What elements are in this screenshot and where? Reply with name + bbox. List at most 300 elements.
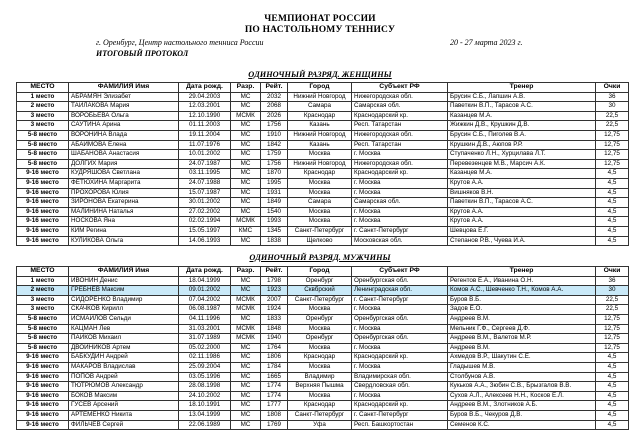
points-cell: 4,5 (596, 226, 629, 236)
rank-cell: МС (231, 410, 261, 420)
rating-cell: 1940 (261, 334, 288, 344)
name-cell: АБРАМЯН Элизабет (69, 92, 179, 102)
rating-cell: 1833 (261, 314, 288, 324)
name-cell: СКАЧКОВ Кирилл (69, 305, 179, 315)
points-cell: 36 (596, 276, 629, 286)
points-cell: 4,5 (596, 169, 629, 179)
birthdate-cell: 07.04.2002 (179, 295, 231, 305)
region-cell: Свердловская обл. (352, 382, 448, 392)
points-cell: 30 (596, 102, 629, 112)
coach-cell: Андреев В.М., Валетов М.Р. (448, 334, 596, 344)
city-cell: Оренбург (288, 276, 352, 286)
rating-cell: 1764 (261, 343, 288, 353)
rank-cell: МС (231, 92, 261, 102)
region-cell: Респ. Башкортостан (352, 420, 448, 430)
table-row (17, 420, 629, 430)
coach-cell: Ступаченко Л.Н., Хурцилава Л.Т. (448, 150, 596, 160)
women-results-table (16, 82, 629, 246)
rating-cell: 1993 (261, 217, 288, 227)
coach-cell: Столбунов А.В. (448, 372, 596, 382)
table-row (17, 334, 629, 344)
column-header: ФАМИЛИЯ Имя (69, 83, 179, 93)
rating-cell: 2007 (261, 295, 288, 305)
city-cell: Самара (288, 198, 352, 208)
name-cell: ДВОЙНИКОВ Артем (69, 343, 179, 353)
table-row (17, 362, 629, 372)
rating-cell: 1842 (261, 140, 288, 150)
column-header: Субъект РФ (352, 267, 448, 277)
table-row (17, 286, 629, 296)
column-header: Рейт. (261, 267, 288, 277)
column-header: Рейт. (261, 83, 288, 93)
coach-cell: Крутов А.А. (448, 178, 596, 188)
place-cell: 5-8 место (17, 130, 69, 140)
rating-cell: 1769 (261, 420, 288, 430)
region-cell: Респ. Татарстан (352, 140, 448, 150)
name-cell: ТАЙЛАКОВА Мария (69, 102, 179, 112)
name-cell: ПРОХОРОВА Юлия (69, 188, 179, 198)
city-cell: Москва (288, 207, 352, 217)
rating-cell: 1784 (261, 362, 288, 372)
city-cell: Сквбрский (288, 286, 352, 296)
table-row (17, 305, 629, 315)
birthdate-cell: 30.01.2002 (179, 198, 231, 208)
table-header-row (17, 83, 629, 93)
birthdate-cell: 02.02.1994 (179, 217, 231, 227)
rating-cell: 1923 (261, 286, 288, 296)
place-cell: 5-8 место (17, 159, 69, 169)
rank-cell: МС (231, 314, 261, 324)
region-cell: г. Москва (352, 188, 448, 198)
rank-cell: МС (231, 121, 261, 131)
city-cell: Краснодар (288, 353, 352, 363)
table-header-row (17, 267, 629, 277)
name-cell: ТЮТРЮМОВ Александр (69, 382, 179, 392)
city-cell: Краснодар (288, 169, 352, 179)
table-row (17, 198, 629, 208)
name-cell: АБАИМОВА Елена (69, 140, 179, 150)
rank-cell: МС (231, 207, 261, 217)
column-header: Разр. (231, 83, 261, 93)
points-cell: 22,5 (596, 111, 629, 121)
rank-cell: МС (231, 159, 261, 169)
table-row (17, 207, 629, 217)
rank-cell: МС (231, 276, 261, 286)
place-cell: 9-16 место (17, 207, 69, 217)
birthdate-cell: 12.10.1990 (179, 111, 231, 121)
city-cell: Щелково (288, 236, 352, 246)
coach-cell: Вишняков В.Н. (448, 188, 596, 198)
city-cell: Оренбург (288, 314, 352, 324)
coach-cell: Паветкин В.П., Тарасов А.С. (448, 102, 596, 112)
city-cell: Краснодар (288, 401, 352, 411)
table-row (17, 226, 629, 236)
city-cell: Казань (288, 121, 352, 131)
name-cell: МАКАРОВ Владислав (69, 362, 179, 372)
championship-subtitle: ПО НАСТОЛЬНОМУ ТЕННИСУ (244, 25, 396, 35)
rating-cell: 1806 (261, 353, 288, 363)
points-cell: 4,5 (596, 236, 629, 246)
city-cell: Москва (288, 178, 352, 188)
table-row (17, 295, 629, 305)
table-row (17, 130, 629, 140)
place-cell: 9-16 место (17, 198, 69, 208)
city-cell: Нижний Новгород (288, 159, 352, 169)
place-cell: 9-16 место (17, 420, 69, 430)
place-cell: 9-16 место (17, 169, 69, 179)
column-header: Очки (596, 83, 629, 93)
rating-cell: 1848 (261, 324, 288, 334)
place-cell: 2 место (17, 286, 69, 296)
rating-cell: 1995 (261, 178, 288, 188)
birthdate-cell: 13.04.1999 (179, 410, 231, 420)
birthdate-cell: 09.01.2002 (179, 286, 231, 296)
city-cell: Казань (288, 140, 352, 150)
name-cell: ПАЙКОВ Михаил (69, 334, 179, 344)
rating-cell: 1774 (261, 382, 288, 392)
birthdate-cell: 27.02.2002 (179, 207, 231, 217)
region-cell: Самарская обл. (352, 102, 448, 112)
venue-location: г. Оренбург, Центр настольного тенниса России (96, 38, 264, 47)
city-cell: Москва (288, 305, 352, 315)
rank-cell: МС (231, 102, 261, 112)
place-cell: 9-16 место (17, 410, 69, 420)
region-cell: г. Москва (352, 324, 448, 334)
region-cell: г. Москва (352, 217, 448, 227)
rank-cell: МСМК (231, 217, 261, 227)
coach-cell: Степанов Р.В., Чуева И.А. (448, 236, 596, 246)
rating-cell: 1924 (261, 305, 288, 315)
region-cell: Краснодарский кр. (352, 353, 448, 363)
rank-cell: МСМК (231, 111, 261, 121)
protocol-title: ИТОГОВЫЙ ПРОТОКОЛ (96, 49, 189, 58)
rank-cell: МСМК (231, 324, 261, 334)
coach-cell: Кукьков А.А., Зюбин С.В., Брызгалов В.В. (448, 382, 596, 392)
place-cell: 5-8 место (17, 334, 69, 344)
rank-cell: МС (231, 140, 261, 150)
city-cell: Москва (288, 217, 352, 227)
region-cell: Нижегородская обл. (352, 130, 448, 140)
birthdate-cell: 03.11.1995 (179, 169, 231, 179)
coach-cell: Андреев В.М. (448, 343, 596, 353)
place-cell: 9-16 место (17, 353, 69, 363)
region-cell: г. Санкт-Петербург (352, 410, 448, 420)
place-cell: 3 место (17, 111, 69, 121)
birthdate-cell: 22.06.1989 (179, 420, 231, 430)
table-row (17, 314, 629, 324)
rating-cell: 1838 (261, 236, 288, 246)
place-cell: 9-16 место (17, 236, 69, 246)
place-cell: 9-16 место (17, 372, 69, 382)
table-row (17, 391, 629, 401)
place-cell: 5-8 место (17, 314, 69, 324)
table-row (17, 324, 629, 334)
name-cell: АРТЕМЕНКО Никита (69, 410, 179, 420)
region-cell: г. Санкт-Петербург (352, 295, 448, 305)
column-header: Очки (596, 267, 629, 277)
coach-cell: Ахмедов В.Р., Шакутин С.Е. (448, 353, 596, 363)
rating-cell: 1808 (261, 410, 288, 420)
city-cell: Нижний Новгород (288, 130, 352, 140)
points-cell: 4,5 (596, 353, 629, 363)
region-cell: г. Москва (352, 207, 448, 217)
city-cell: Нижний Новгород (288, 92, 352, 102)
region-cell: Краснодарский кр. (352, 401, 448, 411)
birthdate-cell: 24.07.1988 (179, 178, 231, 188)
table-row (17, 410, 629, 420)
column-header: МЕСТО (17, 267, 69, 277)
rank-cell: МСМК (231, 334, 261, 344)
region-cell: г. Москва (352, 391, 448, 401)
rank-cell: МС (231, 150, 261, 160)
name-cell: БАБКУДИН Андрей (69, 353, 179, 363)
birthdate-cell: 18.04.1999 (179, 276, 231, 286)
points-cell: 4,5 (596, 372, 629, 382)
points-cell: 4,5 (596, 188, 629, 198)
rank-cell: МС (231, 362, 261, 372)
birthdate-cell: 05.02.2000 (179, 343, 231, 353)
column-header: МЕСТО (17, 83, 69, 93)
region-cell: Самарская обл. (352, 198, 448, 208)
city-cell: Москва (288, 391, 352, 401)
coach-cell: Гладышев М.В. (448, 362, 596, 372)
rating-cell: 1777 (261, 401, 288, 411)
column-header: ФАМИЛИЯ Имя (69, 267, 179, 277)
region-cell: Московская обл. (352, 236, 448, 246)
birthdate-cell: 01.11.2003 (179, 121, 231, 131)
place-cell: 5-8 место (17, 343, 69, 353)
name-cell: ИВОНИН Денис (69, 276, 179, 286)
birthdate-cell: 15.05.1997 (179, 226, 231, 236)
points-cell: 4,5 (596, 382, 629, 392)
points-cell: 4,5 (596, 178, 629, 188)
birthdate-cell: 29.04.2003 (179, 92, 231, 102)
points-cell: 4,5 (596, 198, 629, 208)
table-row (17, 236, 629, 246)
women-section-title: ОДИНОЧНЫЙ РАЗРЯД. ЖЕНЩИНЫ (248, 70, 392, 79)
birthdate-cell: 12.03.2001 (179, 102, 231, 112)
name-cell: ДОЛГИХ Мария (69, 159, 179, 169)
championship-title: ЧЕМПИОНАТ РОССИИ (264, 14, 376, 24)
table-row (17, 188, 629, 198)
region-cell: Оренбургская обл. (352, 334, 448, 344)
rating-cell: 1910 (261, 130, 288, 140)
place-cell: 5-8 место (17, 150, 69, 160)
birthdate-cell: 06.08.1987 (179, 305, 231, 315)
coach-cell: Сухов А.Л., Алексеев Н.Н., Косков Е.Л. (448, 391, 596, 401)
points-cell: 4,5 (596, 410, 629, 420)
coach-cell: Буров В.Б. (448, 295, 596, 305)
points-cell: 12,75 (596, 150, 629, 160)
column-header: Дата рожд. (179, 83, 231, 93)
region-cell: Нижегородская обл. (352, 92, 448, 102)
table-row (17, 382, 629, 392)
table-row (17, 121, 629, 131)
city-cell: Уфа (288, 420, 352, 430)
place-cell: 9-16 место (17, 217, 69, 227)
birthdate-cell: 24.10.2002 (179, 391, 231, 401)
points-cell: 12,75 (596, 140, 629, 150)
city-cell: Москва (288, 324, 352, 334)
birthdate-cell: 19.11.2004 (179, 130, 231, 140)
place-cell: 3 место (17, 121, 69, 131)
rank-cell: МСМК (231, 295, 261, 305)
points-cell: 22,5 (596, 305, 629, 315)
table-row (17, 343, 629, 353)
name-cell: БОКОВ Максим (69, 391, 179, 401)
rating-cell: 1931 (261, 188, 288, 198)
place-cell: 5-8 место (17, 324, 69, 334)
rating-cell: 1849 (261, 198, 288, 208)
column-header: Город (288, 267, 352, 277)
points-cell: 12,75 (596, 159, 629, 169)
rating-cell: 1540 (261, 207, 288, 217)
region-cell: Респ. Татарстан (352, 121, 448, 131)
region-cell: г. Москва (352, 178, 448, 188)
rating-cell: 2032 (261, 92, 288, 102)
column-header: Тренер (448, 83, 596, 93)
coach-cell: Задов Е.О. (448, 305, 596, 315)
men-section-title: ОДИНОЧНЫЙ РАЗРЯД. МУЖЧИНЫ (249, 253, 391, 262)
rank-cell: МС (231, 198, 261, 208)
name-cell: САУТИНА Арина (69, 121, 179, 131)
rank-cell: МС (231, 188, 261, 198)
rating-cell: 1665 (261, 372, 288, 382)
coach-cell: Паветкин В.П., Тарасов А.С. (448, 198, 596, 208)
table-row (17, 169, 629, 179)
rank-cell: МС (231, 382, 261, 392)
coach-cell: Жижкин Д.В., Крушкин Д.В. (448, 121, 596, 131)
place-cell: 5-8 место (17, 140, 69, 150)
name-cell: КУЛИКОВА Ольга (69, 236, 179, 246)
table-row (17, 178, 629, 188)
birthdate-cell: 02.11.1986 (179, 353, 231, 363)
city-cell: Москва (288, 362, 352, 372)
points-cell: 4,5 (596, 420, 629, 430)
column-header: Тренер (448, 267, 596, 277)
rating-cell: 1774 (261, 391, 288, 401)
points-cell: 12,75 (596, 343, 629, 353)
place-cell: 9-16 место (17, 188, 69, 198)
coach-cell: Казанцев М.А. (448, 169, 596, 179)
rank-cell: МС (231, 420, 261, 430)
points-cell: 12,75 (596, 324, 629, 334)
column-header: Разр. (231, 267, 261, 277)
points-cell: 12,75 (596, 334, 629, 344)
region-cell: Краснодарский кр. (352, 111, 448, 121)
name-cell: ШАБАНОВА Анастасия (69, 150, 179, 160)
coach-cell: Андреев В.М., Злотников А.Б. (448, 401, 596, 411)
rank-cell: МС (231, 169, 261, 179)
rank-cell: МС (231, 178, 261, 188)
rating-cell: 1798 (261, 276, 288, 286)
rank-cell: МС (231, 372, 261, 382)
birthdate-cell: 11.07.1976 (179, 140, 231, 150)
name-cell: НОСКОВА Яна (69, 217, 179, 227)
column-header: Дата рожд. (179, 267, 231, 277)
points-cell: 22,5 (596, 121, 629, 131)
place-cell: 9-16 место (17, 226, 69, 236)
points-cell: 4,5 (596, 391, 629, 401)
city-cell: Москва (288, 150, 352, 160)
coach-cell: Крутов А.А. (448, 217, 596, 227)
name-cell: ЗИРОНОВА Екатерина (69, 198, 179, 208)
place-cell: 3 место (17, 295, 69, 305)
birthdate-cell: 31.07.1989 (179, 334, 231, 344)
points-cell: 22,5 (596, 295, 629, 305)
table-row (17, 92, 629, 102)
table-row (17, 276, 629, 286)
points-cell: 4,5 (596, 217, 629, 227)
rating-cell: 1345 (261, 226, 288, 236)
birthdate-cell: 24.07.1987 (179, 159, 231, 169)
birthdate-cell: 15.07.1987 (179, 188, 231, 198)
event-dates: 20 - 27 марта 2023 г. (450, 38, 523, 47)
table-row (17, 217, 629, 227)
region-cell: Краснодарский кр. (352, 169, 448, 179)
name-cell: ФИЛЬЧЕВ Сергей (69, 420, 179, 430)
coach-cell: Казанцев М.А. (448, 111, 596, 121)
rank-cell: МС (231, 130, 261, 140)
region-cell: г. Москва (352, 150, 448, 160)
city-cell: Владимир (288, 372, 352, 382)
points-cell: 30 (596, 286, 629, 296)
name-cell: ВОРОНИНА Влада (69, 130, 179, 140)
rank-cell: МС (231, 343, 261, 353)
table-row (17, 401, 629, 411)
birthdate-cell: 03.05.1996 (179, 372, 231, 382)
rank-cell: МС (231, 236, 261, 246)
name-cell: ВОРОБЬЕВА Ольга (69, 111, 179, 121)
rating-cell: 1870 (261, 169, 288, 179)
column-header: Субъект РФ (352, 83, 448, 93)
rank-cell: КМС (231, 226, 261, 236)
place-cell: 9-16 место (17, 391, 69, 401)
place-cell: 9-16 место (17, 362, 69, 372)
men-results-table (16, 266, 629, 430)
coach-cell: Брусин С.Б., Пиголев В.А. (448, 130, 596, 140)
table-row (17, 111, 629, 121)
rating-cell: 1759 (261, 150, 288, 160)
coach-cell: Шевцова Е.Г. (448, 226, 596, 236)
name-cell: ПОПОВ Андрей (69, 372, 179, 382)
name-cell: ГУСЕВ Арсений (69, 401, 179, 411)
coach-cell: Крушкин Д.В., Аюпов Р.Р. (448, 140, 596, 150)
place-cell: 9-16 место (17, 401, 69, 411)
table-row (17, 140, 629, 150)
city-cell: Санкт-Петербург (288, 226, 352, 236)
points-cell: 4,5 (596, 207, 629, 217)
city-cell: Оренбург (288, 334, 352, 344)
rank-cell: МС (231, 353, 261, 363)
birthdate-cell: 18.10.1991 (179, 401, 231, 411)
table-row (17, 159, 629, 169)
region-cell: Оренбургская обл. (352, 276, 448, 286)
region-cell: Ленинградская обл. (352, 286, 448, 296)
place-cell: 1 место (17, 276, 69, 286)
rating-cell: 2068 (261, 102, 288, 112)
table-row (17, 353, 629, 363)
place-cell: 9-16 место (17, 178, 69, 188)
region-cell: г. Москва (352, 343, 448, 353)
rating-cell: 2026 (261, 111, 288, 121)
coach-cell: Семенов К.С. (448, 420, 596, 430)
coach-cell: Буров В.Б., Чекуров Д.В. (448, 410, 596, 420)
city-cell: Санкт-Петербург (288, 295, 352, 305)
birthdate-cell: 10.01.2002 (179, 150, 231, 160)
name-cell: КАЦМАН Лев (69, 324, 179, 334)
coach-cell: Мельник Г.Ф., Сергеев Д.Ф. (448, 324, 596, 334)
